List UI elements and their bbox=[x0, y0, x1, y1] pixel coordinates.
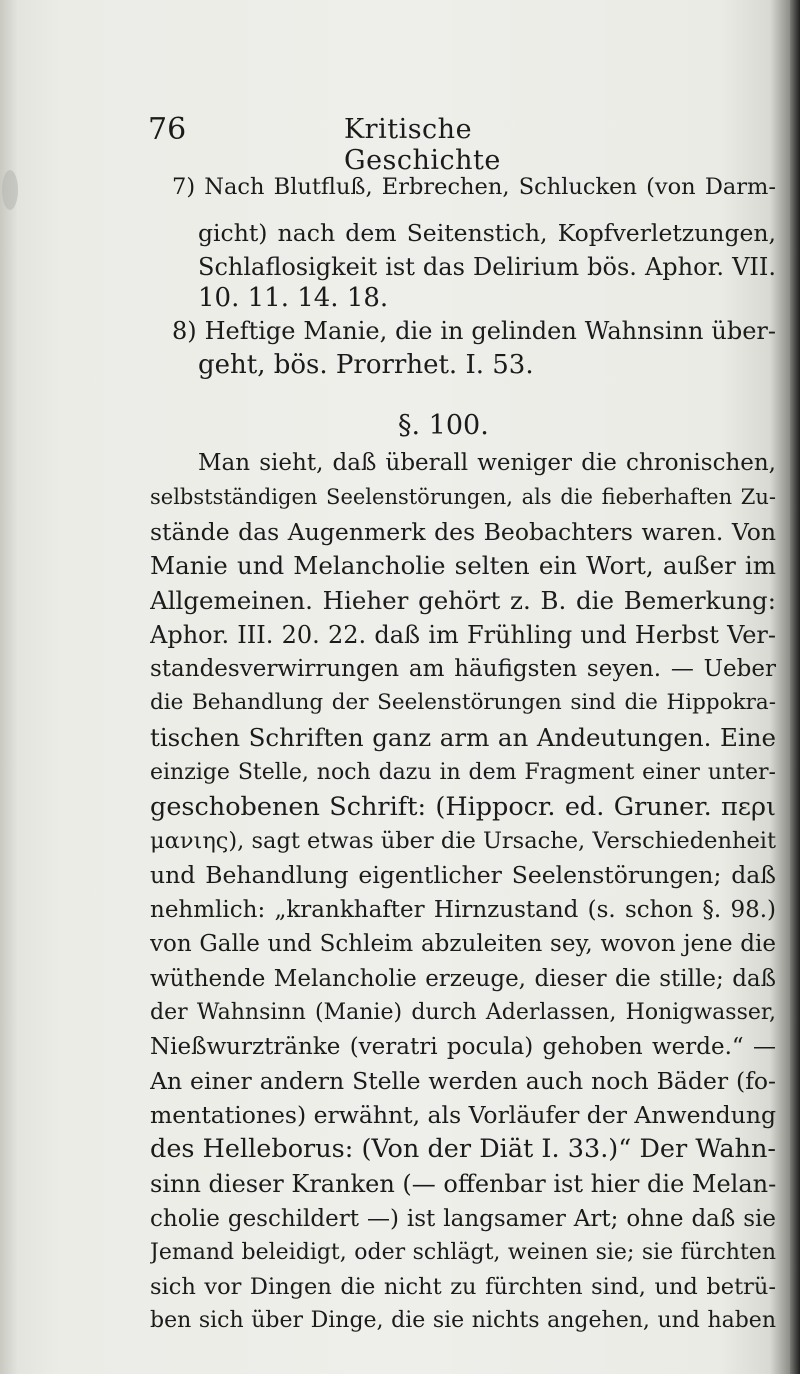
body-line: geschobenen Schrift: (Hippocr. ed. Gruner. περι bbox=[150, 792, 776, 822]
body-line: Allgemeinen. Hieher gehört z. B. die Bemerkung: bbox=[150, 586, 776, 615]
running-title: Kritische Geschichte bbox=[344, 114, 501, 176]
list-item-8-line-1: 8) Heftige Manie, die in gelinden Wahnsinn über- bbox=[172, 317, 776, 345]
body-line: μανιης), sagt etwas über die Ursache, Verschiedenheit bbox=[150, 828, 776, 854]
list-item-7-line-1: 7) Nach Blutfluß, Erbrechen, Schlucken (von Darm- bbox=[172, 174, 776, 200]
body-line: Manie und Melancholie selten ein Wort, außer im bbox=[150, 551, 776, 580]
list-item-7-line-4: 10. 11. 14. 18. bbox=[198, 283, 389, 313]
list-item-8-line-2: geht, bös. Prorrhet. I. 53. bbox=[198, 350, 534, 380]
body-line: Aphor. III. 20. 22. daß im Frühling und Herbst Ver- bbox=[150, 621, 776, 649]
page-header bbox=[148, 108, 578, 176]
body-line: wüthende Melancholie erzeuge, dieser die stille; daß bbox=[150, 966, 776, 992]
body-line: sich vor Dingen die nicht zu fürchten sind, und betrü- bbox=[150, 1274, 776, 1300]
body-line: nehmlich: „krankhafter Hirnzustand (s. schon §. 98.) bbox=[150, 897, 776, 923]
body-line: cholie geschildert —) ist langsamer Art; ohne daß sie bbox=[150, 1206, 776, 1232]
list-item-7-line-2: gicht) nach dem Seitenstich, Kopfverletzungen, bbox=[198, 219, 776, 247]
body-line: mentationes) erwähnt, als Vorläufer der Anwendung bbox=[150, 1101, 776, 1129]
section-heading: §. 100. bbox=[398, 410, 489, 441]
body-line: der Wahnsinn (Manie) durch Aderlassen, Honigwasser, bbox=[150, 1000, 776, 1025]
body-line: sinn dieser Kranken (— offenbar ist hier die Melan- bbox=[150, 1170, 776, 1198]
body-line: die Behandlung der Seelenstörungen sind die Hippokra- bbox=[150, 690, 776, 715]
body-line: selbstständigen Seelenstörungen, als die fieberhaften Zu- bbox=[150, 485, 776, 509]
body-line: des Helleborus: (Von der Diät I. 33.)“ Der Wahn- bbox=[150, 1134, 776, 1164]
list-item-7-line-3: Schlaflosigkeit ist das Delirium bös. Aphor. VII. bbox=[198, 253, 776, 281]
body-line: standesverwirrungen am häufigsten seyen. — Ueber bbox=[150, 656, 776, 682]
paper-stain bbox=[2, 170, 18, 210]
page-edge bbox=[790, 0, 800, 1374]
body-line: von Galle und Schleim abzuleiten sey, wovon jene die bbox=[150, 931, 776, 957]
body-line: Nießwurztränke (veratri pocula) gehoben werde.“ — bbox=[150, 1034, 776, 1060]
body-line: An einer andern Stelle werden auch noch Bäder (fo- bbox=[150, 1067, 776, 1095]
body-line: tischen Schriften ganz arm an Andeutungen. Eine bbox=[150, 723, 776, 752]
body-line: stände das Augenmerk des Beobachters waren. Von bbox=[150, 518, 776, 546]
body-line: Man sieht, daß überall weniger die chronischen, bbox=[198, 450, 776, 476]
body-line: ben sich über Dinge, die sie nichts angehen, und haben bbox=[150, 1308, 776, 1333]
page-number: 76 bbox=[148, 112, 187, 147]
body-line: Jemand beleidigt, oder schlägt, weinen sie; sie fürchten bbox=[150, 1240, 776, 1265]
body-line: und Behandlung eigentlicher Seelenstörungen; daß bbox=[150, 861, 776, 889]
body-line: einzige Stelle, noch dazu in dem Fragment einer unter- bbox=[150, 760, 776, 785]
